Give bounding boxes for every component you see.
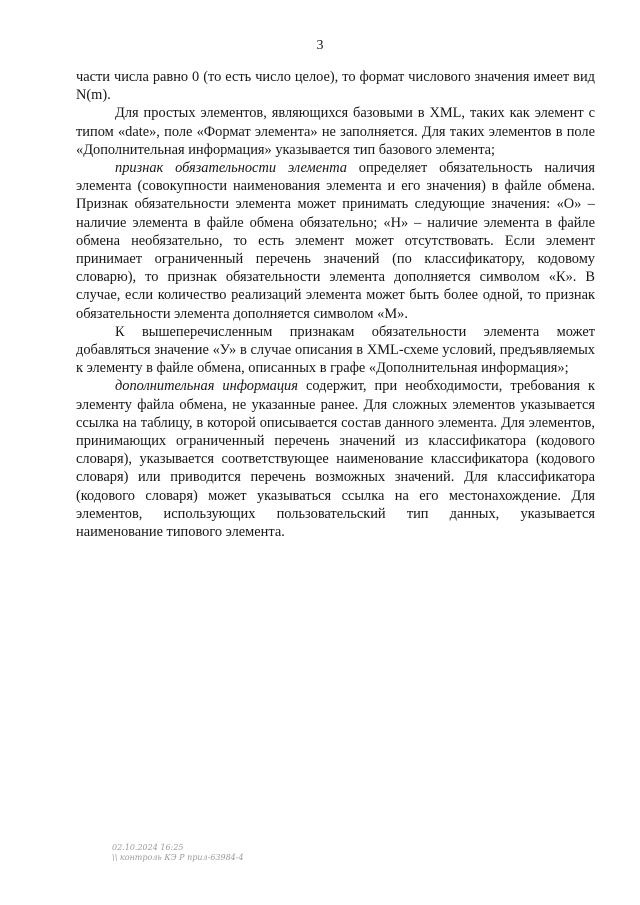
paragraph-number-format: части числа равно 0 (то есть число целое), то формат числового значения имеет вид N(m). [76, 69, 595, 104]
stamp-reference: \\ контроль КЭ Р прил-63984-4 [112, 853, 244, 862]
document-body [76, 68, 595, 541]
registration-stamp [112, 843, 244, 863]
paragraph-mandatory-sign [76, 159, 595, 323]
paragraph-mandatory-sign-text: определяет обязательность наличия элемента (совокупности наименования элемента и его значения) в файле обмена. Признак обязательности элемента может принимать следующие значения: «О» – наличие элемента в файле обмена обязательно; «Н» – наличие элемента в файле обмена необязательно, то есть элемент может отсутствовать. Если элемент принимает ограниченный перечень значений (по классификатору, кодовому словарю), то признак обязательности элемента дополняется символом «К». В случае, если количество реализаций элемента может быть более одной, то признак обязательности элемента дополняется символом «М». [76, 160, 595, 322]
term-mandatory-sign: признак обязательности элемента [115, 160, 347, 177]
page-number: 3 [316, 38, 324, 53]
stamp-datetime: 02.10.2024 16:25 [112, 843, 184, 852]
term-additional-info: дополнительная информация [115, 378, 298, 395]
paragraph-additional-info [76, 377, 595, 541]
paragraph-simple-elements: Для простых элементов, являющихся базовыми в XML, таких как элемент с типом «date», поле «Формат элемента» не заполняется. Для таких элементов в поле «Дополнительная информация» указывается тип базового элемента; [76, 105, 595, 158]
paragraph-additional-info-text: содержит, при необходимости, требования к элементу файла обмена, не указанные ранее. Для сложных элементов указывается ссылка на таблицу, в которой описывается состав данного элемента. Для элементов, принимающих ограниченный перечень значений из классификатора (кодового словаря), указывается соответствующее наименование классификатора (кодового словаря) или приводится перечень возможных значений. Для классификатора (кодового словаря) может указываться ссылка на его местонахождение. Для элементов, использующих пользовательский тип данных, указывается наименование типового элемента. [76, 378, 595, 541]
paragraph-additional-value: К вышеперечисленным признакам обязательности элемента может добавляться значение «У» в случае описания в XML-схеме условий, предъявляемых к элементу в файле обмена, описанных в графе «Дополнительная информация»; [76, 323, 595, 377]
